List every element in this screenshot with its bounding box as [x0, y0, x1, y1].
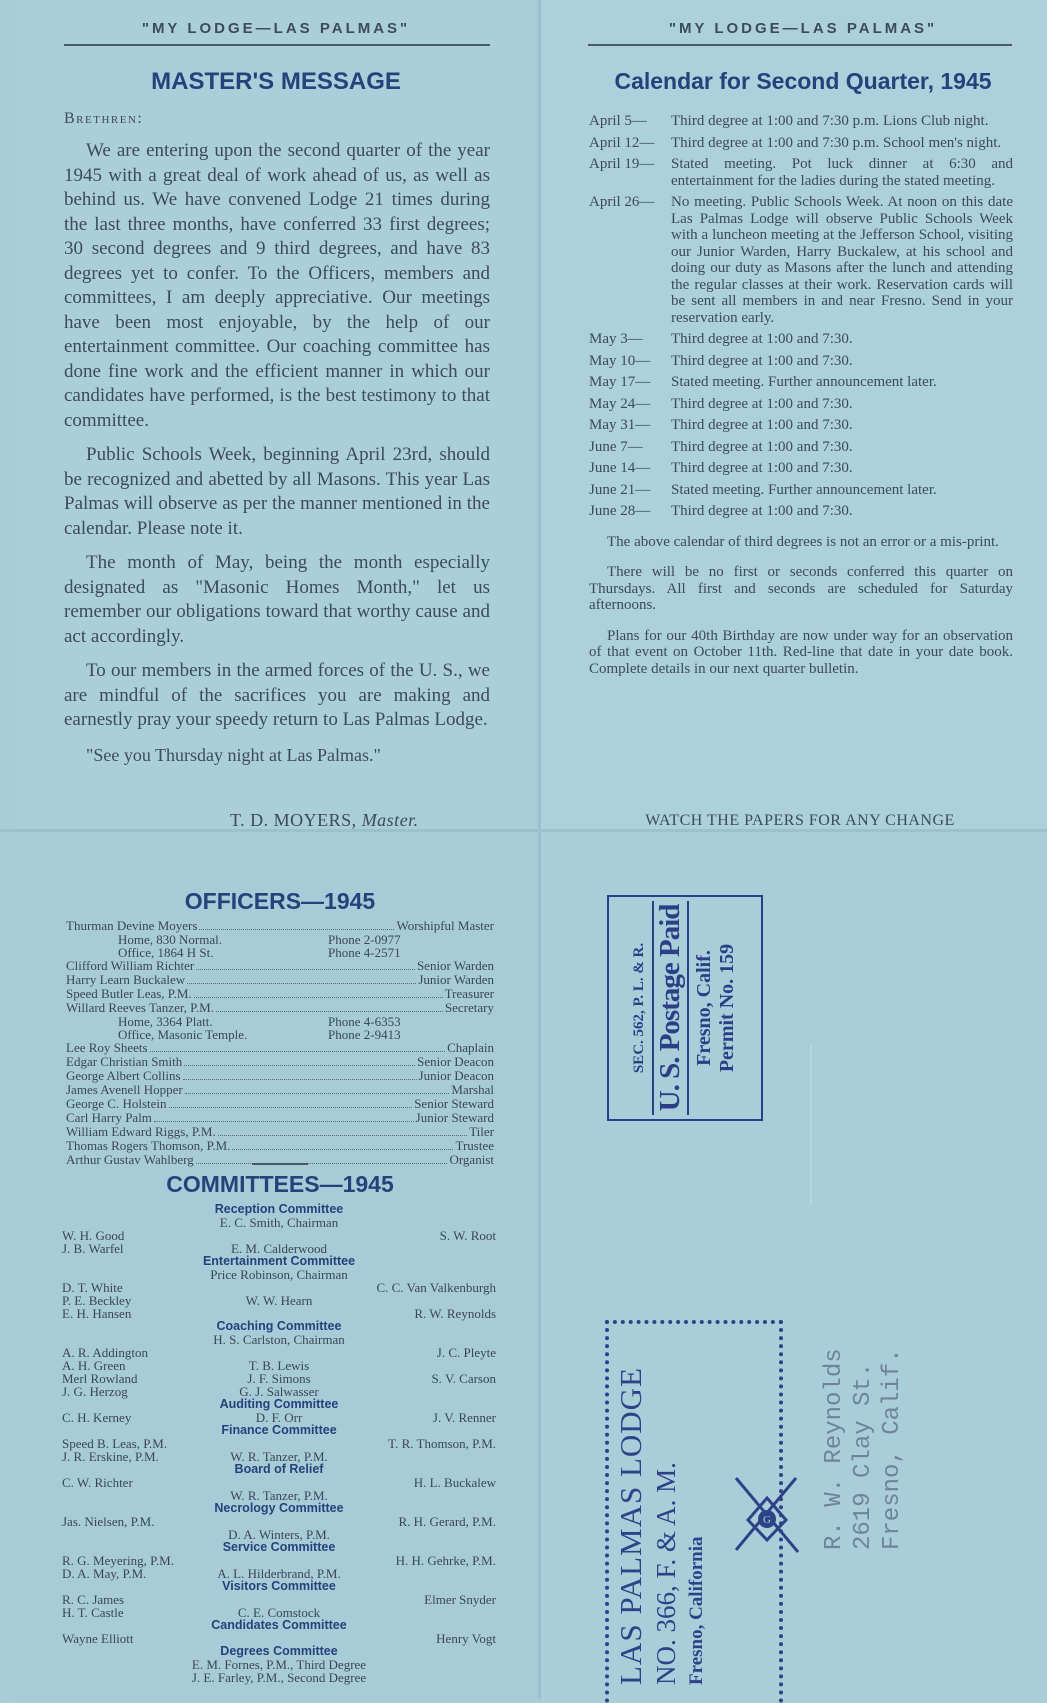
- calendar-description: Stated meeting. Further announcement later.: [671, 481, 937, 498]
- officer-row: [66, 1097, 494, 1111]
- committee-member: T. R. Thomson, P.M.: [388, 1436, 496, 1451]
- postage-permit: Permit No. 159: [716, 943, 738, 1073]
- committee-member: T. B. Lewis: [248, 1358, 310, 1373]
- officer-row: [66, 1055, 494, 1069]
- committee-member: P. E. Beckley: [62, 1293, 132, 1308]
- leader-dots: [184, 1065, 415, 1066]
- leader-dots: [196, 969, 415, 970]
- committee-member: W. R. Tanzer, P.M.: [230, 1449, 328, 1464]
- watch-notice: WATCH THE PAPERS FOR ANY CHANGE: [645, 812, 955, 829]
- leader-dots: [183, 1079, 417, 1080]
- committee-title: Auditing Committee: [219, 1397, 339, 1411]
- committee-title: Entertainment Committee: [202, 1254, 356, 1268]
- committee-line: [62, 1385, 496, 1398]
- calendar-date: April 26—: [589, 194, 655, 210]
- calendar-description: Third degree at 1:00 and 7:30.: [671, 395, 853, 412]
- officer-name: George C. Holstein: [66, 1096, 167, 1111]
- message-paragraph: To our members in the armed forces of the U. S., we are mindful of the sacrifices you are making and earnestly pray your speedy return to Las Palmas Lodge.: [64, 660, 490, 730]
- leader-dots: [216, 1011, 443, 1012]
- committee-member: C. E. Comstock: [237, 1605, 321, 1620]
- calendar-description: Third degree at 1:00 and 7:30.: [671, 352, 853, 369]
- recipient-street: 2619 Clay St.: [850, 1362, 877, 1550]
- masters-message-title: MASTER'S MESSAGE: [151, 68, 401, 95]
- lodge-name: LAS PALMAS LODGE: [613, 1366, 648, 1685]
- calendar-date: June 28—: [589, 503, 651, 519]
- message-paragraph: We are entering upon the second quarter of the year 1945 with a great deal of work ahead of us, as well as behind us. We have convened Lodge 21 times during the last three months, have conferred 33 first degrees; 30 second degrees and 9 third degrees, and have 83 degrees yet to confer. To the Officers, members and committees, I am deeply appreciative. Our meetings have been most enjoyable, by the help of our entertainment committee. Our coaching committee has done fine work and the efficient manner in which our candidates have performed, is the best testimony to that committee.: [64, 140, 490, 431]
- officer-name: Speed Butler Leas, P.M.: [66, 986, 192, 1001]
- officer-row: [66, 1069, 494, 1083]
- postage-section: SEC. 562, P. L. & R.: [631, 942, 647, 1074]
- officer-role: Trustee: [455, 1138, 494, 1153]
- officer-phone: Phone 4-2571: [328, 945, 401, 960]
- calendar-entry: [589, 460, 1013, 477]
- recipient-address: [820, 1290, 915, 1550]
- calendar-note: There will be no first or seconds conferred this quarter on Thursdays. All first and seconds are scheduled for Saturday afternoons.: [589, 564, 1013, 613]
- calendar-date: June 7—: [589, 438, 643, 455]
- officer-name: George Albert Collins: [66, 1068, 181, 1083]
- committee-line: [62, 1606, 496, 1619]
- officer-name: Carl Harry Palm: [66, 1110, 152, 1125]
- message-closing: "See you Thursday night at Las Palmas.": [86, 744, 381, 765]
- officer-address: Home, 830 Normal.: [118, 932, 222, 947]
- committee-member: H. T. Castle: [62, 1605, 124, 1620]
- calendar-description: Third degree at 1:00 and 7:30.: [671, 331, 853, 347]
- committee-member: D. A. May, P.M.: [62, 1566, 147, 1581]
- calendar-entry: [589, 396, 1013, 413]
- svg-text:G: G: [763, 1514, 771, 1526]
- committee-member: Elmer Snyder: [424, 1592, 496, 1607]
- calendar-title: Calendar for Second Quarter, 1945: [614, 68, 992, 94]
- committee-member: W. W. Hearn: [245, 1293, 313, 1308]
- committee-member: G. J. Salwasser: [239, 1384, 319, 1399]
- committee-member: Speed B. Leas, P.M.: [62, 1436, 168, 1451]
- committee-member: W. R. Tanzer, P.M.: [230, 1488, 328, 1503]
- running-header-right: "MY LODGE—LAS PALMAS": [668, 20, 938, 37]
- committee-member: J. R. Erskine, P.M.: [62, 1449, 159, 1464]
- message-paragraph: The month of May, being the month especially designated as "Masonic Homes Month," let us remember our obligations toward that worthy cause and act accordingly.: [64, 552, 490, 647]
- officer-row: [66, 987, 494, 1001]
- officer-row: [66, 973, 494, 987]
- committee-chair: H. S. Carlston, Chairman: [213, 1332, 345, 1347]
- committee-title: Degrees Committee: [220, 1644, 338, 1658]
- signature: [230, 810, 419, 831]
- officer-name: Willard Reeves Tanzer, P.M.: [66, 1000, 214, 1015]
- officer-name: Harry Learn Buckalew: [66, 972, 186, 987]
- officer-role: Junior Warden: [418, 972, 494, 987]
- leader-dots: [169, 1107, 413, 1108]
- masters-message-body: [64, 139, 490, 777]
- section-divider: [252, 1163, 308, 1165]
- committee-member: R. G. Meyering, P.M.: [62, 1553, 174, 1568]
- calendar-date: June 21—: [589, 481, 651, 498]
- committees-title: COMMITTEES—1945: [166, 1171, 394, 1197]
- committee-member: Henry Vogt: [436, 1631, 496, 1646]
- officer-role: Junior Deacon: [418, 1068, 494, 1083]
- leader-dots: [196, 1163, 448, 1164]
- committee-line: [62, 1567, 496, 1580]
- committee-member: W. H. Good: [62, 1228, 125, 1243]
- committee-title: Reception Committee: [214, 1202, 344, 1216]
- committee-member: J. F. Simons: [247, 1371, 311, 1386]
- officer-role: Senior Deacon: [417, 1054, 494, 1069]
- officer-address: Home, 3364 Platt.: [118, 1014, 213, 1029]
- committee-title: Necrology Committee: [214, 1501, 344, 1515]
- officer-name: Thomas Rogers Thomson, P.M.: [66, 1138, 231, 1153]
- officer-name: Edgar Christian Smith: [66, 1054, 183, 1069]
- committee-member: R. H. Gerard, P.M.: [398, 1514, 496, 1529]
- calendar-date: April 12—: [589, 134, 655, 151]
- calendar-entry: [589, 194, 1013, 326]
- committee-title: Finance Committee: [221, 1423, 337, 1437]
- officer-role: Senior Steward: [414, 1096, 494, 1111]
- officer-address: Office, Masonic Temple.: [118, 1027, 248, 1042]
- leader-dots: [185, 1093, 450, 1094]
- square-and-compass-icon: [726, 1470, 808, 1560]
- calendar-entry: [589, 331, 1013, 348]
- committee-member: D. F. Orr: [255, 1410, 303, 1425]
- leader-dots: [218, 1135, 467, 1136]
- leader-dots: [154, 1121, 414, 1122]
- committee-member: Merl Rowland: [62, 1371, 138, 1386]
- committee-member: J. B. Warfel: [62, 1241, 124, 1256]
- calendar-description: Stated meeting. Further announcement later.: [671, 374, 937, 390]
- officer-name: Lee Roy Sheets: [66, 1040, 148, 1055]
- calendar-entry: [589, 113, 1013, 130]
- calendar-date: May 31—: [589, 417, 651, 433]
- calendar-entry: [589, 482, 1013, 499]
- calendar-entry: [589, 439, 1013, 456]
- officer-role: Worshipful Master: [396, 918, 494, 933]
- postage-indicia: [607, 895, 763, 1121]
- committee-member: R. W. Reynolds: [414, 1306, 496, 1321]
- calendar-entry: [589, 374, 1013, 391]
- leader-dots: [232, 1149, 453, 1150]
- calendar-note: The above calendar of third degrees is not an error or a mis-print.: [607, 533, 999, 550]
- fold-mark: [810, 1045, 812, 1205]
- committee-member: J. C. Pleyte: [436, 1345, 496, 1360]
- officer-row: [66, 1111, 494, 1125]
- recipient-city: Fresno, Calif.: [879, 1348, 906, 1550]
- officer-role: Senior Warden: [416, 958, 494, 973]
- committee-member: J. V. Renner: [432, 1410, 496, 1425]
- calendar-entry: [589, 503, 1013, 520]
- committee-member: E. M. Calderwood: [230, 1241, 328, 1256]
- committee-line: [62, 1242, 496, 1255]
- committee-title: Coaching Committee: [216, 1319, 342, 1333]
- message-paragraph: Public Schools Week, beginning April 23rd, should be recognized and abetted by all Masons. This year Las Palmas will observe as per the manner mentioned in the calendar. Please note it.: [64, 444, 490, 539]
- officer-row: [66, 919, 494, 933]
- officer-row: [66, 1001, 494, 1015]
- officer-row: [66, 1125, 494, 1139]
- officer-role: Marshal: [451, 1082, 494, 1097]
- officers-title: OFFICERS—1945: [184, 888, 376, 914]
- officer-role: Tiler: [469, 1124, 494, 1139]
- committee-member: C. C. Van Valkenburgh: [376, 1280, 496, 1295]
- lodge-number: NO. 366, F. & A. M.: [651, 1462, 681, 1685]
- committee-member: S. W. Root: [439, 1228, 496, 1243]
- committee-title: Visitors Committee: [222, 1579, 336, 1593]
- officer-row: [66, 1139, 494, 1153]
- officer-phone: Phone 2-0977: [328, 932, 401, 947]
- committee-member: D. A. Winters, P.M.: [228, 1527, 330, 1542]
- calendar-date: May 3—: [589, 331, 643, 347]
- officer-row: [66, 1083, 494, 1097]
- running-header-left: "MY LODGE—LAS PALMAS": [141, 20, 411, 37]
- calendar-date: April 19—: [589, 156, 655, 172]
- committee-line: [62, 1307, 496, 1320]
- officer-row: [66, 959, 494, 973]
- committee-member: R. C. James: [62, 1592, 125, 1607]
- officer-role: Junior Steward: [415, 1110, 494, 1125]
- calendar-date: May 17—: [589, 374, 651, 390]
- committee-member: C. W. Richter: [62, 1475, 133, 1490]
- calendar-description: Third degree at 1:00 and 7:30.: [671, 438, 853, 455]
- calendar-date: May 10—: [589, 352, 651, 369]
- postage-city: Fresno, Calif.: [693, 950, 715, 1066]
- officers-list: [66, 919, 494, 1167]
- header-rule-right: [588, 44, 1012, 46]
- officer-role: Treasurer: [444, 986, 494, 1001]
- officer-role: Chaplain: [447, 1040, 494, 1055]
- committee-member: A. H. Green: [62, 1358, 126, 1373]
- officer-name: Thurman Devine Moyers: [66, 918, 198, 933]
- calendar-entry: [589, 135, 1013, 152]
- recipient-name: R. W. Reynolds: [821, 1348, 848, 1550]
- calendar-description: Third degree at 1:00 and 7:30 p.m. Lions Club night.: [671, 113, 989, 129]
- committee-line: [62, 1450, 496, 1463]
- committee-title: Service Committee: [222, 1540, 336, 1554]
- officer-row: [66, 1041, 494, 1055]
- committee-title: Board of Relief: [234, 1462, 324, 1476]
- committee-chair: E. C. Smith, Chairman: [219, 1215, 339, 1230]
- header-rule-left: [64, 44, 490, 46]
- officer-role: Organist: [449, 1152, 494, 1167]
- calendar-description: Stated meeting. Pot luck dinner at 6:30 and entertainment for the ladies during the stated meeting.: [671, 156, 1013, 189]
- committee-member: E. M. Fornes, P.M., Third Degree: [191, 1657, 367, 1672]
- officer-phone: Phone 4-6353: [328, 1014, 401, 1029]
- committee-member: E. H. Hansen: [62, 1306, 132, 1321]
- calendar-description: Third degree at 1:00 and 7:30.: [671, 460, 853, 476]
- calendar-date: June 14—: [589, 460, 651, 476]
- committee-member: J. G. Herzog: [62, 1384, 128, 1399]
- calendar-entry: [589, 156, 1013, 189]
- committee-member: S. V. Carson: [431, 1371, 496, 1386]
- officer-role: Secretary: [444, 1000, 494, 1015]
- committee-member: J. E. Farley, P.M., Second Degree: [191, 1670, 367, 1685]
- postage-paid: U. S. Postage Paid: [652, 901, 689, 1116]
- calendar-date: May 24—: [589, 395, 651, 412]
- officer-address: Office, 1864 H St.: [118, 945, 214, 960]
- calendar-entry: [589, 417, 1013, 434]
- committee-line: [62, 1489, 496, 1502]
- vertical-fold: [538, 0, 541, 1699]
- committee-member: Jas. Nielsen, P.M.: [62, 1514, 155, 1529]
- committee-line: [62, 1411, 496, 1424]
- officer-phone: Phone 2-9413: [328, 1027, 401, 1042]
- committee-member: H. L. Buckalew: [413, 1475, 496, 1490]
- calendar-list: [589, 113, 1013, 677]
- committee-member: C. H. Kerney: [62, 1410, 132, 1425]
- committee-line: [62, 1632, 496, 1645]
- calendar-description: No meeting. Public Schools Week. At noon on this date Las Palmas Lodge will observe Public Schools Week with a luncheon meeting at the Jefferson School, visiting our Junior Warden, Harry Buckalew, at his school and doing our duty as Masons after the lunch and attending the regular classes at their work. Reservation cards will be sent all members in and near Fresno. Send in your reservation early.: [671, 194, 1013, 326]
- signature-name: T. D. MOYERS,: [230, 810, 357, 830]
- calendar-description: Third degree at 1:00 and 7:30.: [671, 503, 853, 519]
- committee-line: [62, 1671, 496, 1684]
- committee-member: D. T. White: [62, 1280, 123, 1295]
- officer-name: William Edward Riggs, P.M.: [66, 1124, 216, 1139]
- officer-name: James Avenell Hopper: [66, 1082, 183, 1097]
- committee-member: Wayne Elliott: [62, 1631, 134, 1646]
- leader-dots: [194, 997, 443, 998]
- lodge-city: Fresno, California: [686, 1536, 707, 1685]
- committee-member: A. L. Hilderbrand, P.M.: [217, 1566, 341, 1581]
- leader-dots: [187, 983, 416, 984]
- calendar-description: Third degree at 1:00 and 7:30 p.m. School men's night.: [671, 134, 1002, 151]
- committees-list: [62, 1203, 496, 1684]
- committee-member: H. H. Gehrke, P.M.: [395, 1553, 496, 1568]
- committee-title: Candidates Committee: [211, 1618, 347, 1632]
- calendar-note: Plans for our 40th Birthday are now under way for an observation of that event on October 11th. Red-line that date in your date book. Complete details in our next quarter bulletin.: [589, 627, 1013, 677]
- leader-dots: [199, 929, 394, 930]
- calendar-description: Third degree at 1:00 and 7:30.: [671, 417, 853, 433]
- salutation: Brethren:: [64, 110, 144, 127]
- committee-line: [62, 1528, 496, 1541]
- committee-member: A. R. Addington: [62, 1345, 148, 1360]
- signature-title: Master.: [361, 810, 419, 830]
- calendar-date: April 5—: [589, 113, 647, 129]
- committee-chair: Price Robinson, Chairman: [210, 1267, 348, 1282]
- officer-name: Clifford William Richter: [66, 958, 195, 973]
- officer-name: Arthur Gustav Wahlberg: [66, 1152, 194, 1167]
- leader-dots: [150, 1051, 445, 1052]
- calendar-entry: [589, 353, 1013, 370]
